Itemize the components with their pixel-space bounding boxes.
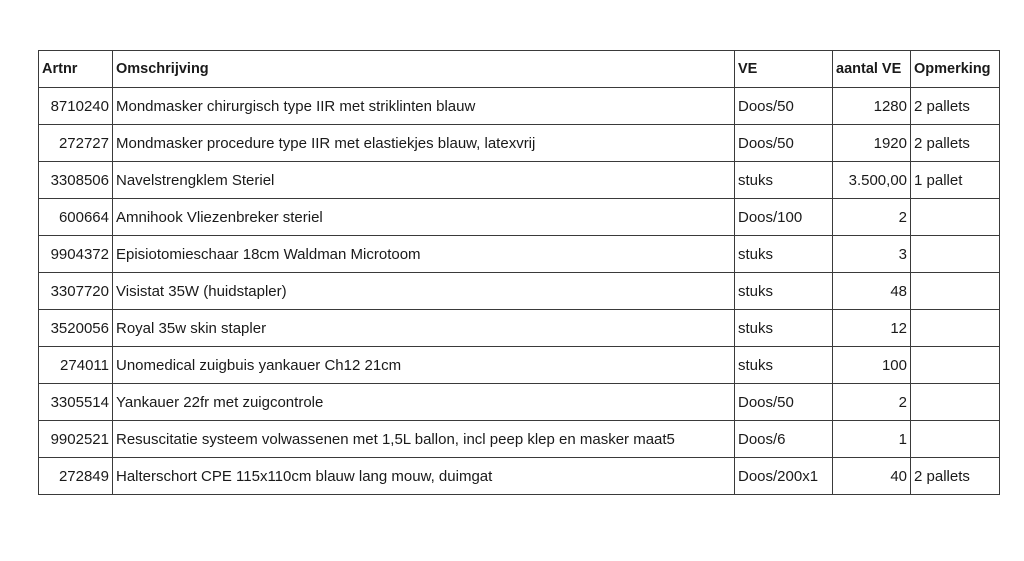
cell-omschrijving: Halterschort CPE 115x110cm blauw lang mouw, duimgat — [113, 458, 735, 495]
cell-ve: stuks — [735, 347, 833, 384]
cell-omschrijving: Amnihook Vliezenbreker steriel — [113, 199, 735, 236]
cell-ve: stuks — [735, 162, 833, 199]
table-row — [39, 236, 1000, 273]
table-row — [39, 310, 1000, 347]
table-row — [39, 384, 1000, 421]
cell-ve: Doos/50 — [735, 125, 833, 162]
cell-aantal-ve: 3 — [833, 236, 911, 273]
cell-opmerking — [911, 384, 1000, 421]
cell-aantal-ve: 3.500,00 — [833, 162, 911, 199]
cell-aantal-ve: 2 — [833, 199, 911, 236]
cell-opmerking — [911, 421, 1000, 458]
cell-omschrijving: Visistat 35W (huidstapler) — [113, 273, 735, 310]
header-artnr: Artnr — [39, 51, 113, 88]
cell-artnr: 9902521 — [39, 421, 113, 458]
table-header-row — [39, 51, 1000, 88]
cell-ve: stuks — [735, 273, 833, 310]
table-row — [39, 273, 1000, 310]
table-row — [39, 347, 1000, 384]
header-opmerking: Opmerking — [911, 51, 1000, 88]
cell-ve: Doos/6 — [735, 421, 833, 458]
cell-opmerking — [911, 310, 1000, 347]
cell-opmerking — [911, 347, 1000, 384]
cell-artnr: 274011 — [39, 347, 113, 384]
header-aantal-ve: aantal VE — [833, 51, 911, 88]
cell-omschrijving: Episiotomieschaar 18cm Waldman Microtoom — [113, 236, 735, 273]
cell-omschrijving: Resuscitatie systeem volwassenen met 1,5L ballon, incl peep klep en masker maat5 — [113, 421, 735, 458]
cell-artnr: 3305514 — [39, 384, 113, 421]
cell-opmerking: 1 pallet — [911, 162, 1000, 199]
table-row — [39, 125, 1000, 162]
cell-opmerking — [911, 199, 1000, 236]
cell-aantal-ve: 2 — [833, 384, 911, 421]
cell-ve: stuks — [735, 236, 833, 273]
cell-artnr: 9904372 — [39, 236, 113, 273]
cell-omschrijving: Unomedical zuigbuis yankauer Ch12 21cm — [113, 347, 735, 384]
cell-aantal-ve: 1 — [833, 421, 911, 458]
cell-aantal-ve: 100 — [833, 347, 911, 384]
cell-aantal-ve: 1920 — [833, 125, 911, 162]
cell-omschrijving: Mondmasker procedure type IIR met elastiekjes blauw, latexvrij — [113, 125, 735, 162]
cell-ve: Doos/50 — [735, 88, 833, 125]
cell-ve: Doos/200x1 — [735, 458, 833, 495]
cell-ve: stuks — [735, 310, 833, 347]
cell-aantal-ve: 48 — [833, 273, 911, 310]
table-row — [39, 88, 1000, 125]
cell-artnr: 3307720 — [39, 273, 113, 310]
header-omschrijving: Omschrijving — [113, 51, 735, 88]
cell-omschrijving: Royal 35w skin stapler — [113, 310, 735, 347]
cell-opmerking: 2 pallets — [911, 125, 1000, 162]
cell-ve: Doos/50 — [735, 384, 833, 421]
cell-artnr: 3308506 — [39, 162, 113, 199]
cell-omschrijving: Mondmasker chirurgisch type IIR met striklinten blauw — [113, 88, 735, 125]
cell-artnr: 3520056 — [39, 310, 113, 347]
cell-aantal-ve: 1280 — [833, 88, 911, 125]
header-ve: VE — [735, 51, 833, 88]
table-row — [39, 458, 1000, 495]
cell-artnr: 272727 — [39, 125, 113, 162]
table-row — [39, 199, 1000, 236]
cell-aantal-ve: 12 — [833, 310, 911, 347]
cell-ve: Doos/100 — [735, 199, 833, 236]
cell-opmerking: 2 pallets — [911, 88, 1000, 125]
cell-artnr: 600664 — [39, 199, 113, 236]
table-row — [39, 162, 1000, 199]
cell-artnr: 8710240 — [39, 88, 113, 125]
table-row — [39, 421, 1000, 458]
cell-artnr: 272849 — [39, 458, 113, 495]
cell-opmerking — [911, 273, 1000, 310]
cell-omschrijving: Yankauer 22fr met zuigcontrole — [113, 384, 735, 421]
cell-aantal-ve: 40 — [833, 458, 911, 495]
cell-opmerking — [911, 236, 1000, 273]
cell-opmerking: 2 pallets — [911, 458, 1000, 495]
table-body — [39, 88, 1000, 495]
product-table — [38, 50, 1000, 495]
cell-omschrijving: Navelstrengklem Steriel — [113, 162, 735, 199]
